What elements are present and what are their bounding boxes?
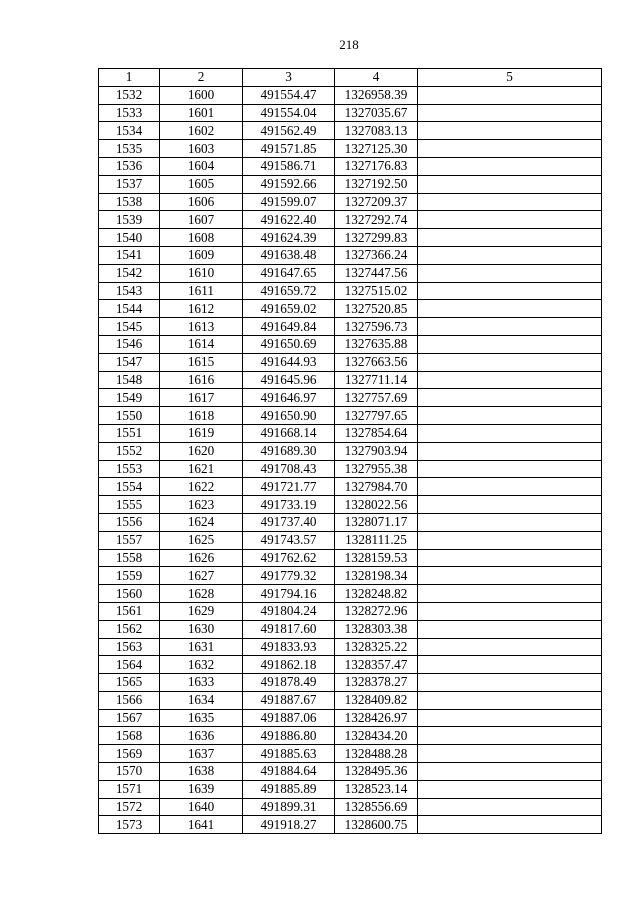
table-cell-col-3: 491737.40 — [243, 513, 335, 531]
table-row — [99, 175, 602, 193]
table-cell-col-2: 1608 — [160, 229, 243, 247]
table-cell-col-1: 1564 — [99, 656, 160, 674]
table-cell-col-3: 491885.89 — [243, 780, 335, 798]
coordinates-table — [98, 68, 602, 834]
table-row — [99, 442, 602, 460]
table-cell-col-2: 1619 — [160, 424, 243, 442]
table-cell-col-1: 1533 — [99, 104, 160, 122]
table-cell-col-3: 491562.49 — [243, 122, 335, 140]
table-cell-col-1: 1550 — [99, 407, 160, 425]
table-cell-col-2: 1629 — [160, 602, 243, 620]
table-cell-col-1: 1551 — [99, 424, 160, 442]
table-cell-col-1: 1539 — [99, 211, 160, 229]
table-cell-col-2: 1637 — [160, 745, 243, 763]
table-cell-col-2: 1602 — [160, 122, 243, 140]
table-row — [99, 496, 602, 514]
table-cell-col-2: 1617 — [160, 389, 243, 407]
table-cell-col-2: 1607 — [160, 211, 243, 229]
table-cell-col-5 — [418, 816, 602, 834]
table-cell-col-4: 1328272.96 — [335, 602, 418, 620]
table-cell-col-5 — [418, 620, 602, 638]
table-cell-col-1: 1538 — [99, 193, 160, 211]
table-cell-col-3: 491646.97 — [243, 389, 335, 407]
table-row — [99, 300, 602, 318]
table-row — [99, 282, 602, 300]
table-cell-col-3: 491878.49 — [243, 674, 335, 692]
table-cell-col-5 — [418, 442, 602, 460]
table-cell-col-3: 491887.67 — [243, 691, 335, 709]
table-row — [99, 745, 602, 763]
table-cell-col-2: 1606 — [160, 193, 243, 211]
table-cell-col-1: 1558 — [99, 549, 160, 567]
table-cell-col-1: 1544 — [99, 300, 160, 318]
table-row — [99, 620, 602, 638]
table-cell-col-2: 1604 — [160, 157, 243, 175]
table-cell-col-5 — [418, 211, 602, 229]
table-cell-col-1: 1553 — [99, 460, 160, 478]
table-cell-col-3: 491743.57 — [243, 531, 335, 549]
table-cell-col-1: 1555 — [99, 496, 160, 514]
table-cell-col-3: 491638.48 — [243, 246, 335, 264]
table-cell-col-2: 1634 — [160, 691, 243, 709]
table-cell-col-4: 1328111.25 — [335, 531, 418, 549]
table-cell-col-1: 1563 — [99, 638, 160, 656]
table-cell-col-4: 1328495.36 — [335, 763, 418, 781]
table-cell-col-5 — [418, 478, 602, 496]
table-cell-col-5 — [418, 585, 602, 603]
table-row — [99, 691, 602, 709]
table-cell-col-3: 491554.47 — [243, 86, 335, 104]
table-cell-col-3: 491668.14 — [243, 424, 335, 442]
table-cell-col-1: 1548 — [99, 371, 160, 389]
table-cell-col-5 — [418, 353, 602, 371]
table-row — [99, 549, 602, 567]
table-row — [99, 638, 602, 656]
table-cell-col-5 — [418, 407, 602, 425]
table-cell-col-3: 491862.18 — [243, 656, 335, 674]
table-cell-col-2: 1628 — [160, 585, 243, 603]
table-cell-col-3: 491887.06 — [243, 709, 335, 727]
table-cell-col-1: 1541 — [99, 246, 160, 264]
table-cell-col-2: 1625 — [160, 531, 243, 549]
table-cell-col-4: 1327955.38 — [335, 460, 418, 478]
table-cell-col-2: 1632 — [160, 656, 243, 674]
table-cell-col-1: 1532 — [99, 86, 160, 104]
table-cell-col-3: 491885.63 — [243, 745, 335, 763]
table-cell-col-4: 1327366.24 — [335, 246, 418, 264]
table-cell-col-4: 1328488.28 — [335, 745, 418, 763]
table-cell-col-3: 491644.93 — [243, 353, 335, 371]
table-cell-col-5 — [418, 246, 602, 264]
table-row — [99, 211, 602, 229]
table-cell-col-4: 1327447.56 — [335, 264, 418, 282]
table-cell-col-2: 1605 — [160, 175, 243, 193]
table-cell-col-3: 491733.19 — [243, 496, 335, 514]
table-cell-col-5 — [418, 371, 602, 389]
table-cell-col-1: 1552 — [99, 442, 160, 460]
table-cell-col-4: 1328022.56 — [335, 496, 418, 514]
table-cell-col-2: 1620 — [160, 442, 243, 460]
table-cell-col-1: 1565 — [99, 674, 160, 692]
table-row — [99, 727, 602, 745]
table-cell-col-4: 1328556.69 — [335, 798, 418, 816]
table-cell-col-5 — [418, 691, 602, 709]
table-row — [99, 424, 602, 442]
table-cell-col-4: 1328523.14 — [335, 780, 418, 798]
table-cell-col-4: 1328378.27 — [335, 674, 418, 692]
table-cell-col-3: 491624.39 — [243, 229, 335, 247]
table-cell-col-2: 1601 — [160, 104, 243, 122]
table-cell-col-1: 1547 — [99, 353, 160, 371]
table-cell-col-2: 1621 — [160, 460, 243, 478]
table-cell-col-2: 1623 — [160, 496, 243, 514]
table-row — [99, 531, 602, 549]
table-cell-col-4: 1327903.94 — [335, 442, 418, 460]
table-cell-col-3: 491586.71 — [243, 157, 335, 175]
table-cell-col-1: 1557 — [99, 531, 160, 549]
table-cell-col-2: 1622 — [160, 478, 243, 496]
table-cell-col-4: 1328198.34 — [335, 567, 418, 585]
table-row — [99, 246, 602, 264]
table-cell-col-5 — [418, 656, 602, 674]
table-cell-col-1: 1566 — [99, 691, 160, 709]
table-cell-col-5 — [418, 798, 602, 816]
table-cell-col-5 — [418, 175, 602, 193]
table-cell-col-4: 1327663.56 — [335, 353, 418, 371]
table-cell-col-3: 491918.27 — [243, 816, 335, 834]
table-row — [99, 353, 602, 371]
table-cell-col-5 — [418, 157, 602, 175]
table-row — [99, 140, 602, 158]
table-row — [99, 478, 602, 496]
table-cell-col-3: 491886.80 — [243, 727, 335, 745]
table-cell-col-2: 1636 — [160, 727, 243, 745]
table-cell-col-5 — [418, 424, 602, 442]
column-header-1: 1 — [99, 69, 160, 87]
table-cell-col-4: 1327984.70 — [335, 478, 418, 496]
table-cell-col-5 — [418, 264, 602, 282]
table-cell-col-4: 1328071.17 — [335, 513, 418, 531]
table-cell-col-5 — [418, 513, 602, 531]
table-cell-col-5 — [418, 389, 602, 407]
table-cell-col-2: 1615 — [160, 353, 243, 371]
table-cell-col-5 — [418, 104, 602, 122]
table-cell-col-2: 1631 — [160, 638, 243, 656]
table-cell-col-2: 1610 — [160, 264, 243, 282]
table-cell-col-4: 1327292.74 — [335, 211, 418, 229]
table-cell-col-2: 1640 — [160, 798, 243, 816]
table-cell-col-3: 491571.85 — [243, 140, 335, 158]
table-header — [99, 69, 602, 87]
table-cell-col-1: 1560 — [99, 585, 160, 603]
table-cell-col-5 — [418, 86, 602, 104]
table-row — [99, 335, 602, 353]
table-cell-col-5 — [418, 745, 602, 763]
table-cell-col-5 — [418, 229, 602, 247]
table-cell-col-4: 1328409.82 — [335, 691, 418, 709]
table-cell-col-1: 1567 — [99, 709, 160, 727]
table-cell-col-4: 1328325.22 — [335, 638, 418, 656]
column-header-4: 4 — [335, 69, 418, 87]
table-cell-col-1: 1571 — [99, 780, 160, 798]
table-cell-col-3: 491599.07 — [243, 193, 335, 211]
table-cell-col-4: 1327635.88 — [335, 335, 418, 353]
table-cell-col-4: 1328248.82 — [335, 585, 418, 603]
table-cell-col-4: 1327711.14 — [335, 371, 418, 389]
table-cell-col-4: 1327596.73 — [335, 318, 418, 336]
table-cell-col-5 — [418, 674, 602, 692]
table-cell-col-5 — [418, 282, 602, 300]
table-cell-col-2: 1630 — [160, 620, 243, 638]
table-row — [99, 389, 602, 407]
table-cell-col-3: 491554.04 — [243, 104, 335, 122]
table-cell-col-4: 1327083.13 — [335, 122, 418, 140]
table-cell-col-3: 491592.66 — [243, 175, 335, 193]
table-cell-col-4: 1328434.20 — [335, 727, 418, 745]
table-cell-col-5 — [418, 140, 602, 158]
table-cell-col-1: 1572 — [99, 798, 160, 816]
table-cell-col-1: 1542 — [99, 264, 160, 282]
table-cell-col-3: 491650.90 — [243, 407, 335, 425]
table-row — [99, 585, 602, 603]
table-cell-col-4: 1328159.53 — [335, 549, 418, 567]
table-cell-col-5 — [418, 780, 602, 798]
table-row — [99, 656, 602, 674]
table-cell-col-2: 1641 — [160, 816, 243, 834]
table-cell-col-5 — [418, 763, 602, 781]
table-row — [99, 122, 602, 140]
table-cell-col-1: 1568 — [99, 727, 160, 745]
table-cell-col-3: 491804.24 — [243, 602, 335, 620]
table-cell-col-5 — [418, 531, 602, 549]
table-row — [99, 816, 602, 834]
table-row — [99, 264, 602, 282]
table-cell-col-1: 1536 — [99, 157, 160, 175]
table-cell-col-2: 1627 — [160, 567, 243, 585]
table-cell-col-4: 1326958.39 — [335, 86, 418, 104]
table-body — [99, 86, 602, 833]
table-row — [99, 229, 602, 247]
table-cell-col-4: 1328357.47 — [335, 656, 418, 674]
table-cell-col-1: 1562 — [99, 620, 160, 638]
header-row — [99, 69, 602, 87]
table-cell-col-4: 1327176.83 — [335, 157, 418, 175]
table-cell-col-4: 1327192.50 — [335, 175, 418, 193]
table-cell-col-3: 491721.77 — [243, 478, 335, 496]
table-cell-col-5 — [418, 460, 602, 478]
table-cell-col-4: 1328426.97 — [335, 709, 418, 727]
table-cell-col-2: 1614 — [160, 335, 243, 353]
table-cell-col-1: 1535 — [99, 140, 160, 158]
table-cell-col-2: 1638 — [160, 763, 243, 781]
table-cell-col-5 — [418, 193, 602, 211]
column-header-2: 2 — [160, 69, 243, 87]
table-cell-col-1: 1573 — [99, 816, 160, 834]
table-cell-col-3: 491659.02 — [243, 300, 335, 318]
table-cell-col-2: 1616 — [160, 371, 243, 389]
table-cell-col-5 — [418, 318, 602, 336]
table-cell-col-4: 1328600.75 — [335, 816, 418, 834]
table-cell-col-3: 491833.93 — [243, 638, 335, 656]
table-cell-col-3: 491649.84 — [243, 318, 335, 336]
table-cell-col-1: 1556 — [99, 513, 160, 531]
table-cell-col-3: 491794.16 — [243, 585, 335, 603]
table-cell-col-1: 1540 — [99, 229, 160, 247]
table-cell-col-5 — [418, 727, 602, 745]
table-cell-col-4: 1327757.69 — [335, 389, 418, 407]
table-row — [99, 602, 602, 620]
table-cell-col-3: 491817.60 — [243, 620, 335, 638]
column-header-3: 3 — [243, 69, 335, 87]
table-row — [99, 371, 602, 389]
table-cell-col-3: 491899.31 — [243, 798, 335, 816]
table-cell-col-4: 1327854.64 — [335, 424, 418, 442]
table-cell-col-4: 1327515.02 — [335, 282, 418, 300]
table-cell-col-3: 491779.32 — [243, 567, 335, 585]
column-header-5: 5 — [418, 69, 602, 87]
table-row — [99, 104, 602, 122]
table-cell-col-2: 1609 — [160, 246, 243, 264]
table-cell-col-3: 491884.64 — [243, 763, 335, 781]
table-cell-col-5 — [418, 567, 602, 585]
table-cell-col-3: 491708.43 — [243, 460, 335, 478]
table-cell-col-5 — [418, 602, 602, 620]
table-cell-col-1: 1559 — [99, 567, 160, 585]
table-cell-col-1: 1546 — [99, 335, 160, 353]
table-cell-col-2: 1612 — [160, 300, 243, 318]
table-row — [99, 318, 602, 336]
table-cell-col-4: 1327209.37 — [335, 193, 418, 211]
table-row — [99, 567, 602, 585]
table-row — [99, 86, 602, 104]
table-cell-col-3: 491689.30 — [243, 442, 335, 460]
table-row — [99, 780, 602, 798]
table-row — [99, 674, 602, 692]
table-cell-col-5 — [418, 709, 602, 727]
table-cell-col-2: 1600 — [160, 86, 243, 104]
table-row — [99, 763, 602, 781]
table-cell-col-2: 1635 — [160, 709, 243, 727]
table-cell-col-3: 491650.69 — [243, 335, 335, 353]
table-cell-col-3: 491647.65 — [243, 264, 335, 282]
table-cell-col-4: 1328303.38 — [335, 620, 418, 638]
table-cell-col-5 — [418, 549, 602, 567]
table-cell-col-5 — [418, 335, 602, 353]
table-cell-col-1: 1569 — [99, 745, 160, 763]
table-cell-col-1: 1549 — [99, 389, 160, 407]
table-cell-col-1: 1543 — [99, 282, 160, 300]
table-cell-col-3: 491762.62 — [243, 549, 335, 567]
table-cell-col-5 — [418, 638, 602, 656]
table-cell-col-2: 1639 — [160, 780, 243, 798]
table-row — [99, 798, 602, 816]
table-cell-col-3: 491659.72 — [243, 282, 335, 300]
table-cell-col-5 — [418, 300, 602, 318]
table-row — [99, 709, 602, 727]
table-cell-col-3: 491645.96 — [243, 371, 335, 389]
table-cell-col-4: 1327520.85 — [335, 300, 418, 318]
table-row — [99, 513, 602, 531]
table-cell-col-3: 491622.40 — [243, 211, 335, 229]
table-cell-col-1: 1534 — [99, 122, 160, 140]
table-cell-col-2: 1613 — [160, 318, 243, 336]
table-cell-col-4: 1327797.65 — [335, 407, 418, 425]
table-row — [99, 193, 602, 211]
table-cell-col-1: 1545 — [99, 318, 160, 336]
page-number: 218 — [339, 37, 359, 52]
table-cell-col-1: 1537 — [99, 175, 160, 193]
table-cell-col-2: 1626 — [160, 549, 243, 567]
table-cell-col-2: 1624 — [160, 513, 243, 531]
table-cell-col-1: 1561 — [99, 602, 160, 620]
table-cell-col-5 — [418, 496, 602, 514]
table-cell-col-2: 1603 — [160, 140, 243, 158]
table-cell-col-4: 1327299.83 — [335, 229, 418, 247]
table-cell-col-5 — [418, 122, 602, 140]
table-row — [99, 407, 602, 425]
table-cell-col-2: 1633 — [160, 674, 243, 692]
table-cell-col-4: 1327125.30 — [335, 140, 418, 158]
table-row — [99, 157, 602, 175]
table-cell-col-1: 1554 — [99, 478, 160, 496]
table-cell-col-2: 1611 — [160, 282, 243, 300]
table-cell-col-2: 1618 — [160, 407, 243, 425]
table-cell-col-4: 1327035.67 — [335, 104, 418, 122]
table-row — [99, 460, 602, 478]
table-cell-col-1: 1570 — [99, 763, 160, 781]
